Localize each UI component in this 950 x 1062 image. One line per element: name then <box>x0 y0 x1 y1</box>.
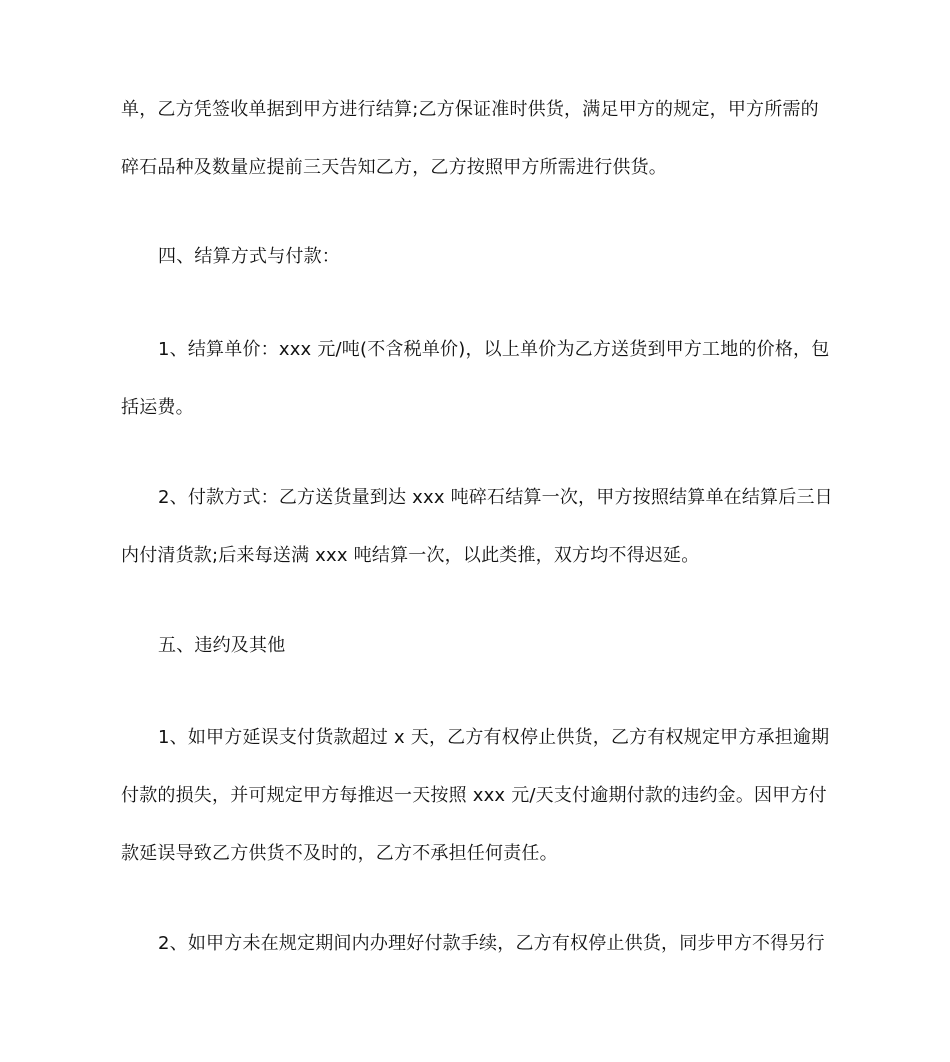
text-line: 单，乙方凭签收单据到甲方进行结算;乙方保证准时供货，满足甲方的规定，甲方所需的 <box>121 99 819 120</box>
section-heading: 五、违约及其他 <box>158 635 286 656</box>
text-line: 付款的损失，并可规定甲方每推迟一天按照 xxx 元/天支付逾期付款的违约金。因甲方付 <box>121 785 827 806</box>
text-line: 内付清货款;后来每送满 xxx 吨结算一次，以此类推，双方均不得迟延。 <box>121 545 700 566</box>
text-line: 1、结算单价：xxx 元/吨(不含税单价)，以上单价为乙方送货到甲方工地的价格，包 <box>158 339 830 360</box>
text-line: 款延误导致乙方供货不及时的，乙方不承担任何责任。 <box>121 843 558 864</box>
text-line: 2、如甲方未在规定期间内办理好付款手续，乙方有权停止供货，同步甲方不得另行 <box>158 933 825 954</box>
text-line: 碎石品种及数量应提前三天告知乙方，乙方按照甲方所需进行供货。 <box>121 157 667 178</box>
section-heading: 四、结算方式与付款： <box>158 246 340 267</box>
text-line: 括运费。 <box>121 397 194 418</box>
text-line: 1、如甲方延误支付货款超过 x 天，乙方有权停止供货，乙方有权规定甲方承担逾期 <box>158 727 830 748</box>
text-line: 2、付款方式：乙方送货量到达 xxx 吨碎石结算一次，甲方按照结算单在结算后三日 <box>158 487 833 508</box>
